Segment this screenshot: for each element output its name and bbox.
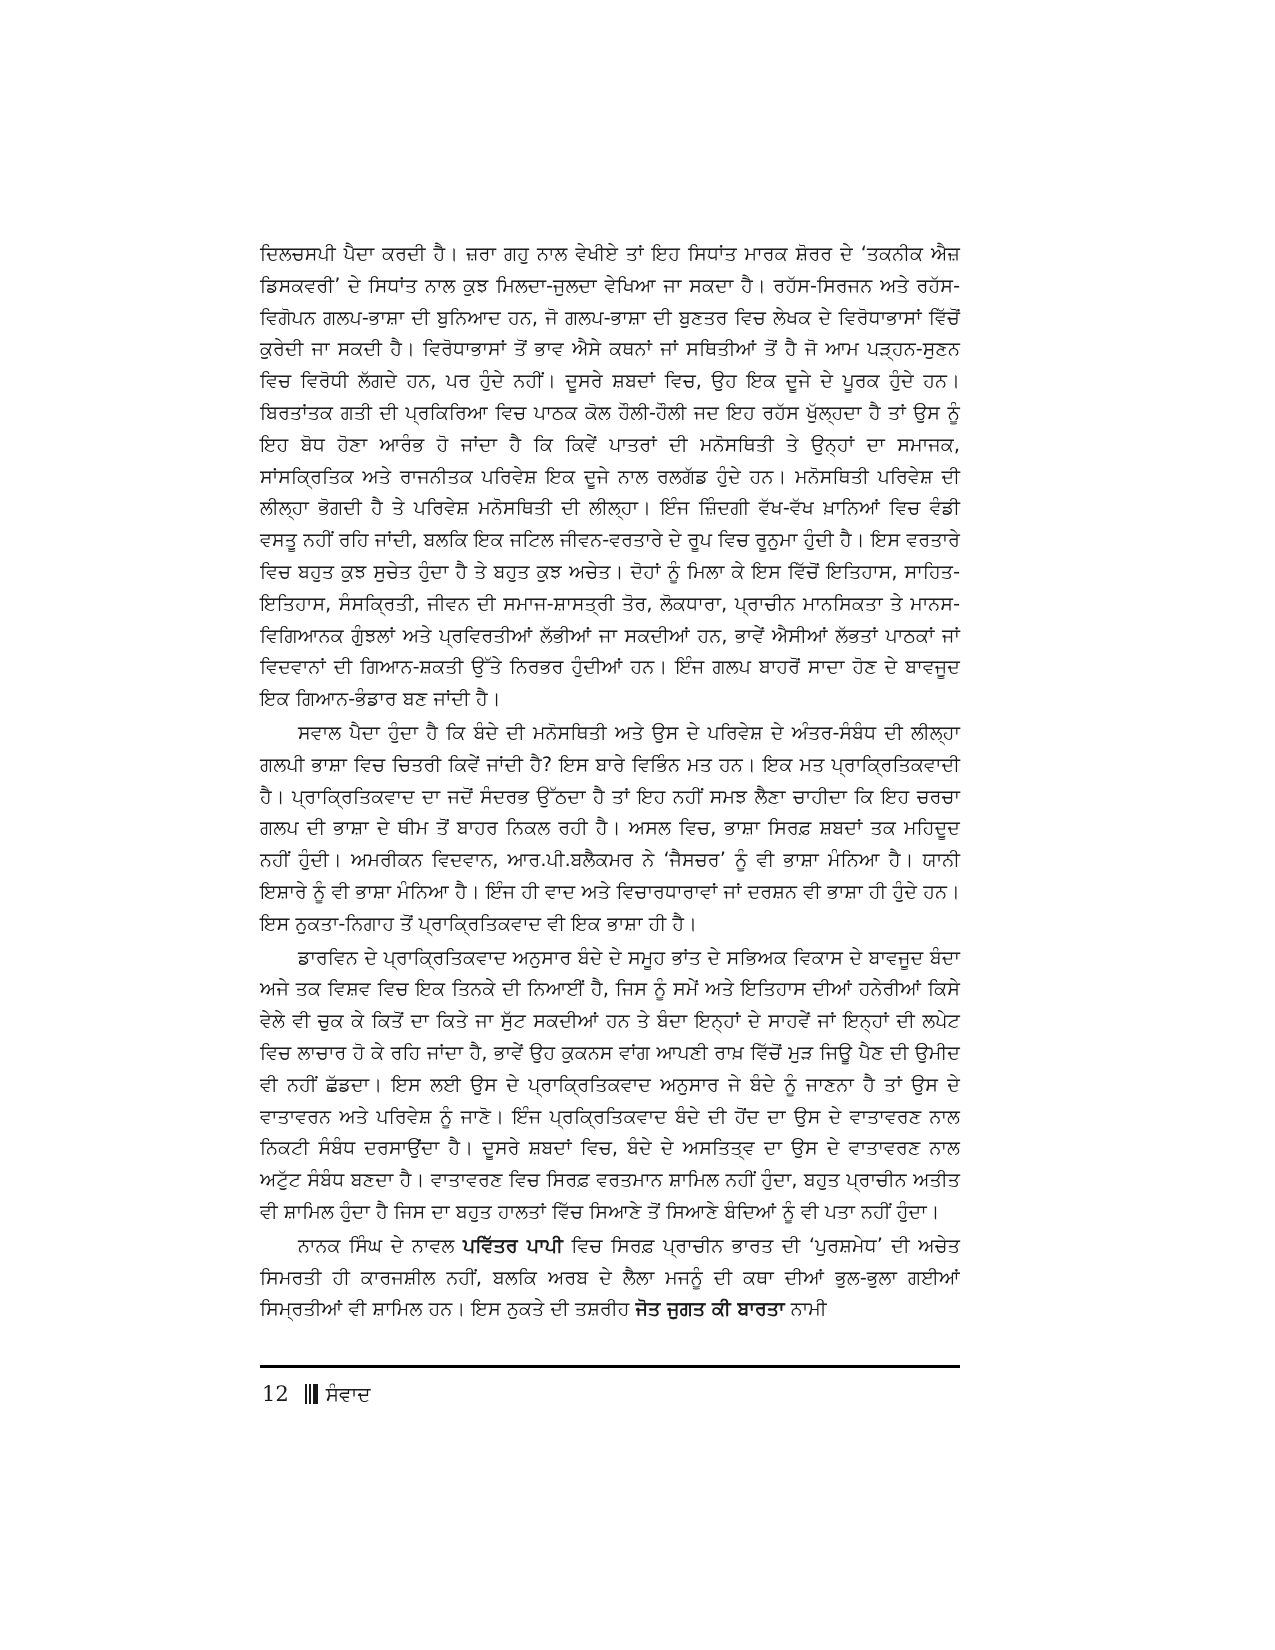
paragraph-2 — [260, 717, 960, 940]
paragraph-3-text: ਡਾਰਵਿਨ ਦੇ ਪ੍ਰਾਕ੍ਰਿਤਿਕਵਾਦ ਅਨੁਸਾਰ ਬੰਦੇ ਦੇ ਸਮੂਹ ਭਾਂਤ ਦੇ ਸਭਿਅਕ ਵਿਕਾਸ ਦੇ ਬਾਵਜੂਦ ਬੰਦਾ ਅਜੇ ਤਕ ਵਿਸ਼ਵ ਵਿਚ ਇਕ ਤਿਨਕੇ ਦੀ ਨਿਆਈਂ ਹੈ, ਜਿਸ ਨੂੰ ਸਮੇਂ ਅਤੇ ਇਤਿਹਾਸ ਦੀਆਂ ਹਨੇਰੀਆਂ ਕਿਸੇ ਵੇਲੇ ਵੀ ਚੁਕ ਕੇ ਕਿਤੋਂ ਦਾ ਕਿਤੇ ਜਾ ਸੁੱਟ ਸਕਦੀਆਂ ਹਨ ਤੇ ਬੰਦਾ ਇਨ੍ਹਾਂ ਦੇ ਸਾਹਵੇਂ ਜਾਂ ਇਨ੍ਹਾਂ ਦੀ ਲਪੇਟ ਵਿਚ ਲਾਚਾਰ ਹੋ ਕੇ ਰਹਿ ਜਾਂਦਾ ਹੈ, ਭਾਵੇਂ ਉਹ ਕੁਕਨਸ ਵਾਂਗ ਆਪਣੀ ਰਾਖ਼ ਵਿੱਚੋਂ ਮੁੜ ਜਿਊ ਪੈਣ ਦੀ ਉਮੀਦ ਵੀ ਨਹੀਂ ਛੱਡਦਾ। ਇਸ ਲਈ ਉਸ ਦੇ ਪ੍ਰਾਕ੍ਰਿਤਿਕਵਾਦ ਅਨੁਸਾਰ ਜੇ ਬੰਦੇ ਨੂੰ ਜਾਣਨਾ ਹੈ ਤਾਂ ਉਸ ਦੇ ਵਾਤਾਵਰਨ ਅਤੇ ਪਰਿਵੇਸ਼ ਨੂੰ ਜਾਣੋ। ਇੰਜ ਪ੍ਰਕ੍ਰਿਤਿਕਵਾਦ ਬੰਦੇ ਦੀ ਹੋਂਦ ਦਾ ਉਸ ਦੇ ਵਾਤਾਵਰਣ ਨਾਲ ਨਿਕਟੀ ਸੰਬੰਧ ਦਰਸਾਉਂਦਾ ਹੈ। ਦੂਸਰੇ ਸ਼ਬਦਾਂ ਵਿਚ, ਬੰਦੇ ਦੇ ਅਸਤਿਤ੍ਵ ਦਾ ਉਸ ਦੇ ਵਾਤਾਵਰਣ ਨਾਲ ਅਟੁੱਟ ਸੰਬੰਧ ਬਣਦਾ ਹੈ। ਵਾਤਾਵਰਣ ਵਿਚ ਸਿਰਫ਼ ਵਰਤਮਾਨ ਸ਼ਾਮਿਲ ਨਹੀਂ ਹੁੰਦਾ, ਬਹੁਤ ਪ੍ਰਾਚੀਨ ਅਤੀਤ ਵੀ ਸ਼ਾਮਿਲ ਹੁੰਦਾ ਹੈ ਜਿਸ ਦਾ ਬਹੁਤ ਹਾਲਤਾਂ ਵਿੱਚ ਸਿਆਣੇ ਤੋਂ ਸਿਆਣੇ ਬੰਦਿਆਂ ਨੂੰ ਵੀ ਪਤਾ ਨਹੀਂ ਹੁੰਦਾ। — [260, 945, 960, 1223]
footer-divider — [260, 1365, 960, 1368]
novel-title-bold: ਪਵਿੱਤਰ ਪਾਪੀ — [463, 1233, 563, 1257]
paragraph-4-text-a: ਨਾਨਕ ਸਿੰਘ ਦੇ ਨਾਵਲ — [298, 1233, 463, 1257]
page-footer — [262, 1380, 371, 1408]
paragraph-2-text: ਸਵਾਲ ਪੈਦਾ ਹੁੰਦਾ ਹੈ ਕਿ ਬੰਦੇ ਦੀ ਮਨੋਸਥਿਤੀ ਅਤੇ ਉਸ ਦੇ ਪਰਿਵੇਸ਼ ਦੇ ਅੰਤਰ-ਸੰਬੰਧ ਦੀ ਲੀਲ੍ਹਾ ਗਲਪੀ ਭਾਸ਼ਾ ਵਿਚ ਚਿਤਰੀ ਕਿਵੇਂ ਜਾਂਦੀ ਹੈ? ਇਸ ਬਾਰੇ ਵਿਭਿੰਨ ਮਤ ਹਨ। ਇਕ ਮਤ ਪ੍ਰਾਕ੍ਰਿਤਿਕਵਾਦੀ ਹੈ। ਪ੍ਰਾਕ੍ਰਿਤਿਕਵਾਦ ਦਾ ਜਦੋਂ ਸੰਦਰਭ ਉੱਠਦਾ ਹੈ ਤਾਂ ਇਹ ਨਹੀਂ ਸਮਝ ਲੈਣਾ ਚਾਹੀਦਾ ਕਿ ਇਹ ਚਰਚਾ ਗਲਪ ਦੀ ਭਾਸ਼ਾ ਦੇ ਥੀਮ ਤੋਂ ਬਾਹਰ ਨਿਕਲ ਰਹੀ ਹੈ। ਅਸਲ ਵਿਚ, ਭਾਸ਼ਾ ਸਿਰਫ਼ ਸ਼ਬਦਾਂ ਤਕ ਮਹਿਦੂਦ ਨਹੀਂ ਹੁੰਦੀ। ਅਮਰੀਕਨ ਵਿਦਵਾਨ, ਆਰ.ਪੀ.ਬਲੈਕਮਰ ਨੇ ‘ਜੈਸਚਰ’ ਨੂੰ ਵੀ ਭਾਸ਼ਾ ਮੰਨਿਆ ਹੈ। ਯਾਨੀ ਇਸ਼ਾਰੇ ਨੂੰ ਵੀ ਭਾਸ਼ਾ ਮੰਨਿਆ ਹੈ। ਇੰਜ ਹੀ ਵਾਦ ਅਤੇ ਵਿਚਾਰਧਾਰਾਵਾਂ ਜਾਂ ਦਰਸ਼ਨ ਵੀ ਭਾਸ਼ਾ ਹੀ ਹੁੰਦੇ ਹਨ। ਇਸ ਨੁਕਤਾ-ਨਿਗਾਹ ਤੋਂ ਪ੍ਰਾਕ੍ਰਿਤਿਕਵਾਦ ਵੀ ਇਕ ਭਾਸ਼ਾ ਹੀ ਹੈ। — [260, 720, 960, 935]
journal-bars-icon — [305, 1384, 318, 1404]
paragraph-4 — [260, 1230, 960, 1325]
paragraph-1-text: ਦਿਲਚਸਪੀ ਪੈਦਾ ਕਰਦੀ ਹੈ। ਜ਼ਰਾ ਗਹੁ ਨਾਲ ਵੇਖੀਏ ਤਾਂ ਇਹ ਸਿਧਾਂਤ ਮਾਰਕ ਸ਼ੋਰਰ ਦੇ ‘ਤਕਨੀਕ ਐਜ਼ ਡਿਸਕਵਰੀ’ ਦੇ ਸਿਧਾਂਤ ਨਾਲ ਕੁਝ ਮਿਲਦਾ-ਜੁਲਦਾ ਵੇਖਿਆ ਜਾ ਸਕਦਾ ਹੈ। ਰਹੱਸ-ਸਿਰਜਨ ਅਤੇ ਰਹੱਸ-ਵਿਗੋਪਨ ਗਲਪ-ਭਾਸ਼ਾ ਦੀ ਬੁਨਿਆਦ ਹਨ, ਜੋ ਗਲਪ-ਭਾਸ਼ਾ ਦੀ ਬੁਣਤਰ ਵਿਚ ਲੇਖਕ ਦੇ ਵਿਰੋਧਾਭਾਸਾਂ ਵਿੱਚੋਂ ਕੁਰੇਦੀ ਜਾ ਸਕਦੀ ਹੈ। ਵਿਰੋਧਾਭਾਸਾਂ ਤੋਂ ਭਾਵ ਐਸੇ ਕਥਨਾਂ ਜਾਂ ਸਥਿਤੀਆਂ ਤੋਂ ਹੈ ਜੋ ਆਮ ਪੜ੍ਹਨ-ਸੁਣਨ ਵਿਚ ਵਿਰੋਧੀ ਲੱਗਦੇ ਹਨ, ਪਰ ਹੁੰਦੇ ਨਹੀਂ। ਦੂਸਰੇ ਸ਼ਬਦਾਂ ਵਿਚ, ਉਹ ਇਕ ਦੂਜੇ ਦੇ ਪੂਰਕ ਹੁੰਦੇ ਹਨ। ਬਿਰਤਾਂਤਕ ਗਤੀ ਦੀ ਪ੍ਰਕਿਰਿਆ ਵਿਚ ਪਾਠਕ ਕੋਲ ਹੌਲੀ-ਹੌਲੀ ਜਦ ਇਹ ਰਹੱਸ ਖੁੱਲ੍ਹਦਾ ਹੈ ਤਾਂ ਉਸ ਨੂੰ ਇਹ ਬੋਧ ਹੋਣਾ ਆਰੰਭ ਹੋ ਜਾਂਦਾ ਹੈ ਕਿ ਕਿਵੇਂ ਪਾਤਰਾਂ ਦੀ ਮਨੋਸਥਿਤੀ ਤੇ ਉਨ੍ਹਾਂ ਦਾ ਸਮਾਜਕ, ਸਾਂਸਕ੍ਰਿਤਿਕ ਅਤੇ ਰਾਜਨੀਤਕ ਪਰਿਵੇਸ਼ ਇਕ ਦੂਜੇ ਨਾਲ ਰਲਗੱਡ ਹੁੰਦੇ ਹਨ। ਮਨੋਸਥਿਤੀ ਪਰਿਵੇਸ਼ ਦੀ ਲੀਲ੍ਹਾ ਭੋਗਦੀ ਹੈ ਤੇ ਪਰਿਵੇਸ਼ ਮਨੋਸਥਿਤੀ ਦੀ ਲੀਲ੍ਹਾ। ਇੰਜ ਜ਼ਿੰਦਗੀ ਵੱਖ-ਵੱਖ ਖ਼ਾਨਿਆਂ ਵਿਚ ਵੰਡੀ ਵਸਤੂ ਨਹੀਂ ਰਹਿ ਜਾਂਦੀ, ਬਲਕਿ ਇਕ ਜਟਿਲ ਜੀਵਨ-ਵਰਤਾਰੇ ਦੇ ਰੂਪ ਵਿਚ ਰੂਨੁਮਾ ਹੁੰਦੀ ਹੈ। ਇਸ ਵਰਤਾਰੇ ਵਿਚ ਬਹੁਤ ਕੁਝ ਸੁਚੇਤ ਹੁੰਦਾ ਹੈ ਤੇ ਬਹੁਤ ਕੁਝ ਅਚੇਤ। ਦੋਹਾਂ ਨੂੰ ਮਿਲਾ ਕੇ ਇਸ ਵਿੱਚੋਂ ਇਤਿਹਾਸ, ਸਾਹਿਤ-ਇਤਿਹਾਸ, ਸੰਸਕ੍ਰਿਤੀ, ਜੀਵਨ ਦੀ ਸਮਾਜ-ਸ਼ਾਸਤ੍ਰੀ ਤੋਰ, ਲੋਕਧਾਰਾ, ਪ੍ਰਾਚੀਨ ਮਾਨਸਿਕਤਾ ਤੇ ਮਾਨਸ-ਵਿਗਿਆਨਕ ਗੁੰਝਲਾਂ ਅਤੇ ਪ੍ਰਵਿਰਤੀਆਂ ਲੱਭੀਆਂ ਜਾ ਸਕਦੀਆਂ ਹਨ, ਭਾਵੇਂ ਐਸੀਆਂ ਲੱਭਤਾਂ ਪਾਠਕਾਂ ਜਾਂ ਵਿਦਵਾਨਾਂ ਦੀ ਗਿਆਨ-ਸ਼ਕਤੀ ਉੱਤੇ ਨਿਰਭਰ ਹੁੰਦੀਆਂ ਹਨ। ਇੰਜ ਗਲਪ ਬਾਹਰੋਂ ਸਾਦਾ ਹੋਣ ਦੇ ਬਾਵਜੂਦ ਇਕ ਗਿਆਨ-ਭੰਡਾਰ ਬਣ ਜਾਂਦੀ ਹੈ। — [260, 242, 960, 711]
paragraph-4-text-c: ਨਾਮੀ — [784, 1297, 827, 1321]
paragraph-1 — [260, 238, 960, 715]
book-title-bold: ਜੋਤ ਜੁਗਤ ਕੀ ਬਾਰਤਾ — [635, 1297, 785, 1321]
article-body — [260, 238, 960, 1327]
paragraph-4-text-b: ਵਿਚ ਸਿਰਫ਼ ਪ੍ਰਾਚੀਨ ਭਾਰਤ ਦੀ ‘ਪੁਰਸ਼ਮੇਧ’ ਦੀ ਅਚੇਤ ਸਿਮਰਤੀ ਹੀ ਕਾਰਜਸ਼ੀਲ ਨਹੀਂ, ਬਲਕਿ ਅਰਬ ਦੇ ਲੈਲਾ ਮਜਨੂੰ ਦੀ ਕਥਾ ਦੀਆਂ ਭੁਲ-ਭੁਲਾ ਗਈਆਂ ਸਿਮ੍ਰਤੀਆਂ ਵੀ ਸ਼ਾਮਿਲ ਹਨ। ਇਸ ਨੁਕਤੇ ਦੀ ਤਸ਼ਰੀਹ — [260, 1233, 961, 1321]
journal-name: ਸੰਵਾਦ — [325, 1382, 371, 1406]
paragraph-3 — [260, 942, 960, 1228]
page-number: 12 — [262, 1382, 289, 1406]
